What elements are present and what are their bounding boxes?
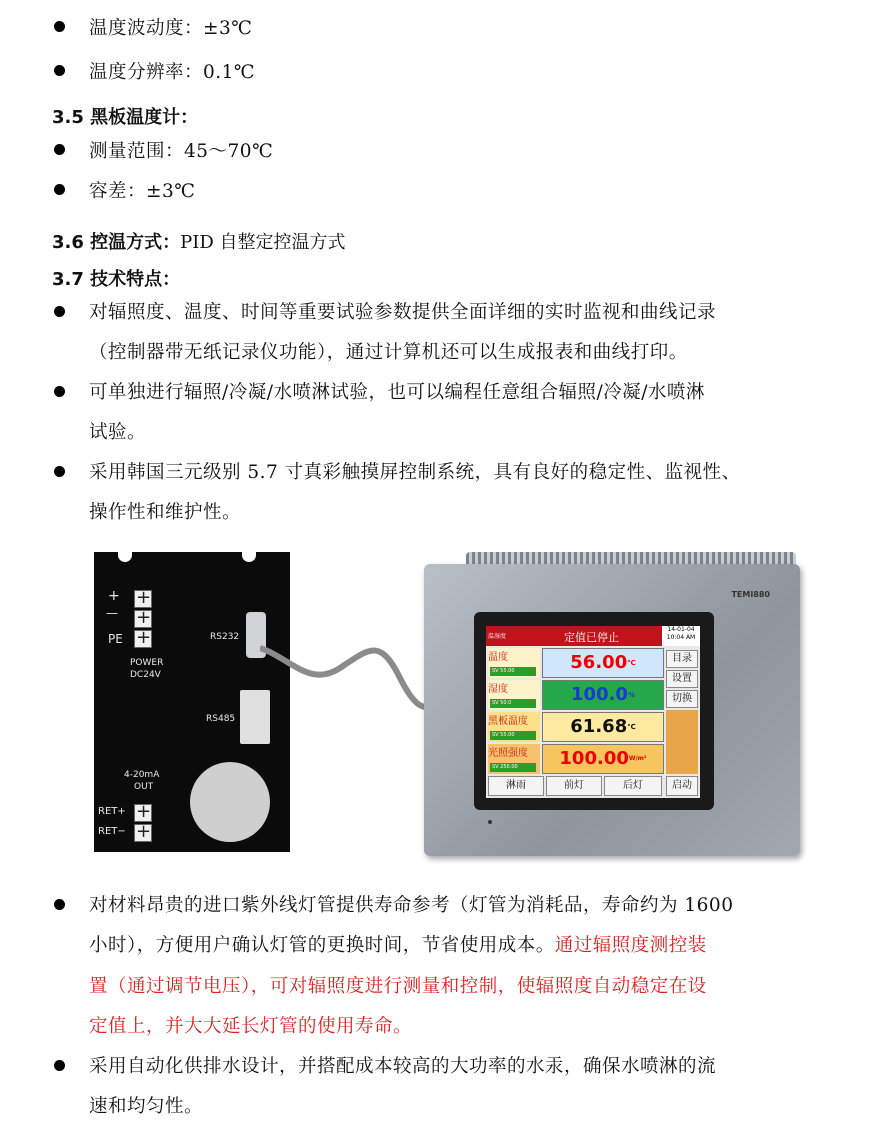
out-range-label: 4-20mA: [124, 770, 160, 780]
bullet: [54, 306, 65, 317]
section-3-6-heading: [52, 228, 346, 254]
bullet: [54, 466, 65, 477]
feature-4-line-1: 对材料昂贵的进口紫外线灯管提供寿命参考（灯管为消耗品，寿命约为 1600: [89, 895, 734, 916]
temp-fluctuation: 温度波动度：±3℃: [89, 18, 253, 39]
out-label: OUT: [134, 782, 154, 792]
bullet: [54, 184, 65, 195]
rs485-label: RS485: [206, 714, 236, 724]
reading-value: 100.00: [559, 748, 629, 769]
setpoint: SV 250.00: [490, 763, 536, 772]
unit: %: [627, 691, 635, 699]
start-button[interactable]: 启动: [666, 776, 698, 796]
logo-label: 温湿度: [488, 633, 507, 640]
ret-plus-label: RET+: [98, 806, 126, 817]
feature-2-line-2: 试验。: [89, 422, 147, 443]
row-label: [488, 744, 540, 774]
time: 10:04 AM: [666, 634, 696, 641]
terminal-icon: [134, 590, 152, 608]
feature-5-line-2: 速和均匀性。: [89, 1096, 204, 1117]
section-text: PID 自整定控温方式: [180, 232, 346, 253]
row-name: 温度: [488, 652, 508, 663]
screen-bezel: [474, 612, 714, 810]
reading: [542, 712, 664, 742]
feature-2-line-1: 可单独进行辐照/冷凝/水喷淋试验，也可以编程任意组合辐照/冷凝/水喷淋: [89, 382, 705, 403]
section-title: 控温方式：: [90, 232, 181, 253]
reading-value: 61.68: [570, 716, 628, 737]
front-lamp-button[interactable]: 前灯: [546, 776, 602, 796]
feature-5-line-1: 采用自动化供排水设计，并搭配成本较高的大功率的水汞，确保水喷淋的流: [89, 1056, 717, 1077]
terminal-icon: [134, 804, 152, 822]
setpoint: SV 55.00: [490, 731, 536, 740]
ret-minus-label: RET−: [98, 826, 126, 837]
terminal-icon: [134, 630, 152, 648]
section-title: 黑板温度计：: [90, 107, 199, 128]
cable: [260, 628, 440, 728]
date: 14-01-04: [667, 626, 695, 633]
row-name: 光照强度: [488, 748, 528, 759]
row-name: 湿度: [488, 684, 508, 695]
setpoint: SV 50.0: [490, 699, 536, 708]
feature-4-line-2: [89, 931, 707, 957]
section-3-7-heading: [52, 265, 180, 291]
bullet: [54, 65, 65, 76]
unit: W/m²: [628, 755, 647, 762]
menu-button[interactable]: 目录: [666, 650, 698, 668]
brand-label: TEMI880: [731, 590, 770, 599]
measure-range: 测量范围：45～70℃: [89, 141, 274, 162]
power-label: POWER: [130, 658, 164, 668]
section-number: 3.5: [52, 107, 84, 128]
section-title: 技术特点：: [90, 269, 181, 290]
reading: [542, 680, 664, 710]
rear-lamp-button[interactable]: 后灯: [604, 776, 662, 796]
switch-button[interactable]: 切换: [666, 690, 698, 708]
row-label: [488, 712, 540, 742]
touch-screen: [486, 626, 700, 798]
feature-4-line-4: 定值上，并大大延长灯管的使用寿命。: [89, 1016, 413, 1037]
setpoint: SV 55.00: [490, 667, 536, 676]
row-label: [488, 680, 540, 710]
feature-1-line-2: （控制器带无纸记录仪功能），通过计算机还可以生成报表和曲线打印。: [89, 342, 688, 363]
reading: [542, 744, 664, 774]
plus-label: +: [108, 588, 120, 604]
feature-3-line-1: 采用韩国三元级别 5.7 寸真彩触摸屏控制系统，具有良好的稳定性、监视性、: [89, 462, 741, 483]
indicator-led: [488, 820, 492, 824]
reading-value: 100.0: [571, 684, 628, 705]
feature-4-highlight: 通过辐照度测控装: [554, 935, 707, 956]
section-number: 3.6: [52, 232, 84, 253]
reading: [542, 648, 664, 678]
terminal-icon: [134, 824, 152, 842]
screen-header: [486, 626, 662, 646]
datetime: [662, 626, 700, 646]
unit: ℃: [627, 723, 636, 731]
dc-label: DC24V: [130, 670, 161, 680]
touch-controller: [424, 564, 800, 856]
row-label: [488, 648, 540, 678]
settings-button[interactable]: 设置: [666, 670, 698, 688]
bullet: [54, 144, 65, 155]
bullet: [54, 21, 65, 32]
feature-4-line-3: 置（通过调节电压），可对辐照度进行测量和控制，使辐照度自动稳定在设: [89, 976, 707, 997]
temp-resolution: 温度分辨率：0.1℃: [89, 62, 256, 83]
mount-notch: [242, 552, 256, 562]
section-3-5-heading: [52, 103, 198, 129]
controller-photo: [90, 548, 806, 860]
minus-label: —: [106, 606, 118, 620]
rs232-label: RS232: [210, 632, 240, 642]
bullet: [54, 1060, 65, 1071]
bullet: [54, 386, 65, 397]
terminal-icon: [134, 610, 152, 628]
bullet: [54, 899, 65, 910]
status-title: 定值已停止: [564, 631, 619, 644]
row-name: 黑板温度: [488, 716, 528, 727]
pe-label: PE: [108, 632, 123, 646]
feature-4-text: 小时），方便用户确认灯管的更换时间，节省使用成本。: [89, 935, 555, 956]
mount-notch: [118, 552, 132, 562]
side-panel: [666, 710, 698, 774]
feature-3-line-2: 操作性和维护性。: [89, 502, 242, 523]
rain-button[interactable]: 淋雨: [488, 776, 544, 796]
tolerance: 容差：±3℃: [89, 181, 196, 202]
round-connector-icon: [190, 762, 270, 842]
feature-1-line-1: 对辐照度、温度、时间等重要试验参数提供全面详细的实时监视和曲线记录: [89, 302, 717, 323]
unit: ℃: [627, 659, 636, 667]
reading-value: 56.00: [570, 652, 628, 673]
section-number: 3.7: [52, 269, 84, 290]
